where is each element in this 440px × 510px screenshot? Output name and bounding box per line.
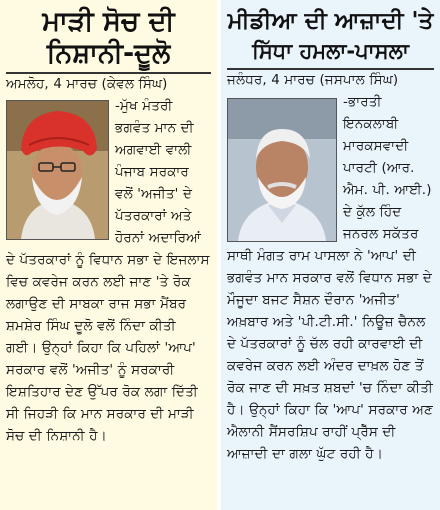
left-headline-line1: ਮਾੜੀ ਸੋਚ ਦੀ	[42, 6, 175, 37]
left-dateline-para	[6, 74, 211, 96]
right-headline-line2: ਸਿੱਧਾ ਹਮਲਾ-ਪਾਸਲਾ	[252, 39, 409, 63]
right-article	[221, 0, 440, 510]
left-dateline: ਅਮਲੋਹ, 4 ਮਾਰਚ (ਕੇਵਲ ਸਿੰਘ)	[6, 77, 168, 92]
right-body: -ਭਾਰਤੀ ਇਨਕਲਾਬੀ ਮਾਰਕਸਵਾਦੀ ਪਾਰਟੀ (ਆਰ. ਐਮ. ਪੀ. ਆਈ.) ਦੇ ਕੁੱਲ ਹਿੰਦ ਜਨਰਲ ਸਕੱਤਰ ਸਾਥੀ ਮੰਗਤ ਰਾਮ ਪਾਸਲਾ ਨੇ 'ਆਪ' ਦੀ ਭਗਵੰਤ ਮਾਨ ਸਰਕਾਰ ਵਲੋਂ ਵਿਧਾਨ ਸਭਾ ਦੇ ਮੌਜੂਦਾ ਬਜਟ ਸੈਸ਼ਨ ਦੌਰਾਨ 'ਅਜੀਤ' ਅਖ਼ਬਾਰ ਅਤੇ 'ਪੀ.ਟੀ.ਸੀ.' ਨਿਊਜ਼ ਚੈਨਲ ਦੇ ਪੱਤਰਕਾਰਾਂ ਨੂੰ ਚੱਲ ਰਹੀ ਕਾਰਵਾਈ ਦੀ ਕਵਰੇਜ ਕਰਨ ਲਈ ਅੰਦਰ ਦਾਖ਼ਲ ਹੋਣ ਤੋਂ ਰੋਕ ਜਾਣ ਦੀ ਸਖ਼ਤ ਸ਼ਬਦਾਂ 'ਚ ਨਿੰਦਾ ਕੀਤੀ ਹੈ। ਉਨ੍ਹਾਂ ਕਿਹਾ ਕਿ 'ਆਪ' ਸਰਕਾਰ ਅਣ ਐਲਾਨੀ ਸੈਂਸਰਸ਼ਿਪ ਰਾਹੀਂ ਪ੍ਰੈੱਸ ਦੀ ਆਜ਼ਾਦੀ ਦਾ ਗਲਾ ਘੁੱਟ ਰਹੀ ਹੈ।	[227, 95, 433, 462]
left-headline	[0, 0, 217, 70]
right-portrait-photo	[227, 98, 337, 242]
left-headline-line2: ਨਿਸ਼ਾਨੀ-ਦੂਲੋ	[46, 38, 171, 69]
portrait-man-white-hair-icon	[228, 99, 336, 241]
right-headline-line1: ਮੀਡੀਆ ਦੀ ਆਜ਼ਾਦੀ 'ਤੇ	[227, 8, 434, 34]
left-portrait-photo	[6, 100, 109, 240]
left-article	[0, 0, 217, 510]
right-article-body	[221, 70, 440, 466]
left-article-body	[0, 74, 217, 448]
left-body: -ਮੁੱਖ ਮੰਤਰੀ ਭਗਵੰਤ ਮਾਨ ਦੀ ਅਗਵਾਈ ਵਾਲੀ ਪੰਜਾਬ ਸਰਕਾਰ ਵਲੋਂ 'ਅਜੀਤ' ਦੇ ਪੱਤਰਕਾਰਾਂ ਅਤੇ ਹੋਰਨਾਂ ਅਦਾਰਿਆਂ ਦੇ ਪੱਤਰਕਾਰਾਂ ਨੂੰ ਵਿਧਾਨ ਸਭਾ ਦੇ ਇਜਲਾਸ ਵਿਚ ਕਵਰੇਜ ਕਰਨ ਲਈ ਜਾਣ 'ਤੇ ਰੋਕ ਲਗਾਉਣ ਦੀ ਸਾਬਕਾ ਰਾਜ ਸਭਾ ਮੈਂਬਰ ਸ਼ਮਸ਼ੇਰ ਸਿੰਘ ਦੂਲੋ ਵਲੋਂ ਨਿੰਦਾ ਕੀਤੀ ਗਈ। ਉਨ੍ਹਾਂ ਕਿਹਾ ਕਿ ਪਹਿਲਾਂ 'ਆਪ' ਸਰਕਾਰ ਵਲੋਂ 'ਅਜੀਤ' ਨੂੰ ਸਰਕਾਰੀ ਇਸ਼ਤਿਹਾਰ ਦੇਣ ਉੱਪਰ ਰੋਕ ਲਗਾ ਦਿੱਤੀ ਸੀ ਜਿਹੜੀ ਕਿ ਮਾਨ ਸਰਕਾਰ ਦੀ ਮਾੜੀ ਸੋਚ ਦੀ ਨਿਸ਼ਾਨੀ ਹੈ।	[6, 99, 210, 444]
right-headline	[221, 0, 440, 66]
portrait-man-red-turban-icon	[7, 101, 108, 239]
right-dateline: ਜਲੰਧਰ, 4 ਮਾਰਚ (ਜਸਪਾਲ ਸਿੰਘ)	[227, 73, 399, 88]
right-dateline-para	[227, 70, 434, 92]
